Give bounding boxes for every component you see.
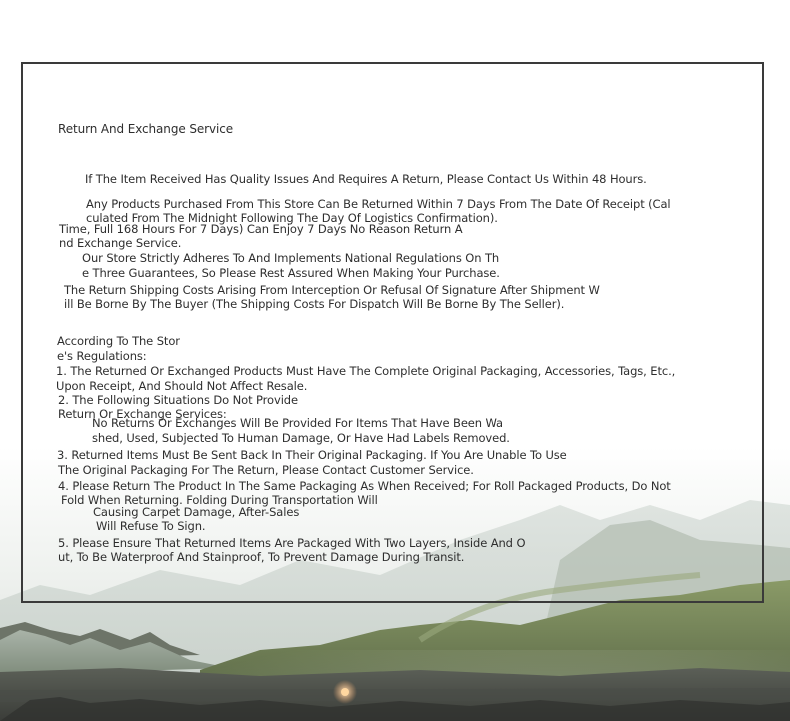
notice-line: 1. The Returned Or Exchanged Products Must Have The Complete Original Packaging, Accessories, Tags, Etc., bbox=[56, 364, 676, 378]
notice-line: Time, Full 168 Hours For 7 Days) Can Enjoy 7 Days No Reason Return A bbox=[59, 222, 463, 236]
notice-line: 2. The Following Situations Do Not Provide bbox=[58, 393, 298, 407]
notice-line: ill Be Borne By The Buyer (The Shipping Costs For Dispatch Will Be Borne By The Seller). bbox=[64, 297, 565, 311]
notice-line: shed, Used, Subjected To Human Damage, Or Have Had Labels Removed. bbox=[92, 431, 510, 445]
notice-title: Return And Exchange Service bbox=[58, 122, 233, 136]
notice-line: If The Item Received Has Quality Issues And Requires A Return, Please Contact Us Within 48 Hours. bbox=[85, 172, 647, 186]
notice-line: Fold When Returning. Folding During Transportation Will bbox=[61, 493, 378, 507]
notice-line: 5. Please Ensure That Returned Items Are Packaged With Two Layers, Inside And O bbox=[58, 536, 526, 550]
notice-line: 4. Please Return The Product In The Same Packaging As When Received; For Roll Packaged Products, Do Not bbox=[58, 479, 671, 493]
notice-line: nd Exchange Service. bbox=[59, 236, 182, 250]
notice-line: Will Refuse To Sign. bbox=[96, 519, 206, 533]
notice-line: The Original Packaging For The Return, Please Contact Customer Service. bbox=[58, 463, 474, 477]
notice-line: Return Or Exchange Services: bbox=[58, 407, 227, 421]
notice-line: e's Regulations: bbox=[57, 349, 147, 363]
notice-line: ut, To Be Waterproof And Stainproof, To Prevent Damage During Transit. bbox=[58, 550, 465, 564]
notice-line: culated From The Midnight Following The Day Of Logistics Confirmation). bbox=[86, 211, 498, 225]
notice-line: According To The Stor bbox=[57, 334, 180, 348]
notice-line: The Return Shipping Costs Arising From Interception Or Refusal Of Signature After Shipment W bbox=[64, 283, 600, 297]
notice-line: Our Store Strictly Adheres To And Implements National Regulations On Th bbox=[82, 251, 500, 265]
notice-line: Causing Carpet Damage, After-Sales bbox=[93, 505, 300, 519]
notice-line: Upon Receipt, And Should Not Affect Resale. bbox=[56, 379, 308, 393]
notice-line: 3. Returned Items Must Be Sent Back In Their Original Packaging. If You Are Unable To Use bbox=[57, 448, 567, 462]
notice-line: e Three Guarantees, So Please Rest Assured When Making Your Purchase. bbox=[82, 266, 500, 280]
notice-line: Any Products Purchased From This Store Can Be Returned Within 7 Days From The Date Of Receipt (Cal bbox=[86, 197, 671, 211]
notice-line: No Returns Or Exchanges Will Be Provided For Items That Have Been Wa bbox=[92, 416, 504, 430]
